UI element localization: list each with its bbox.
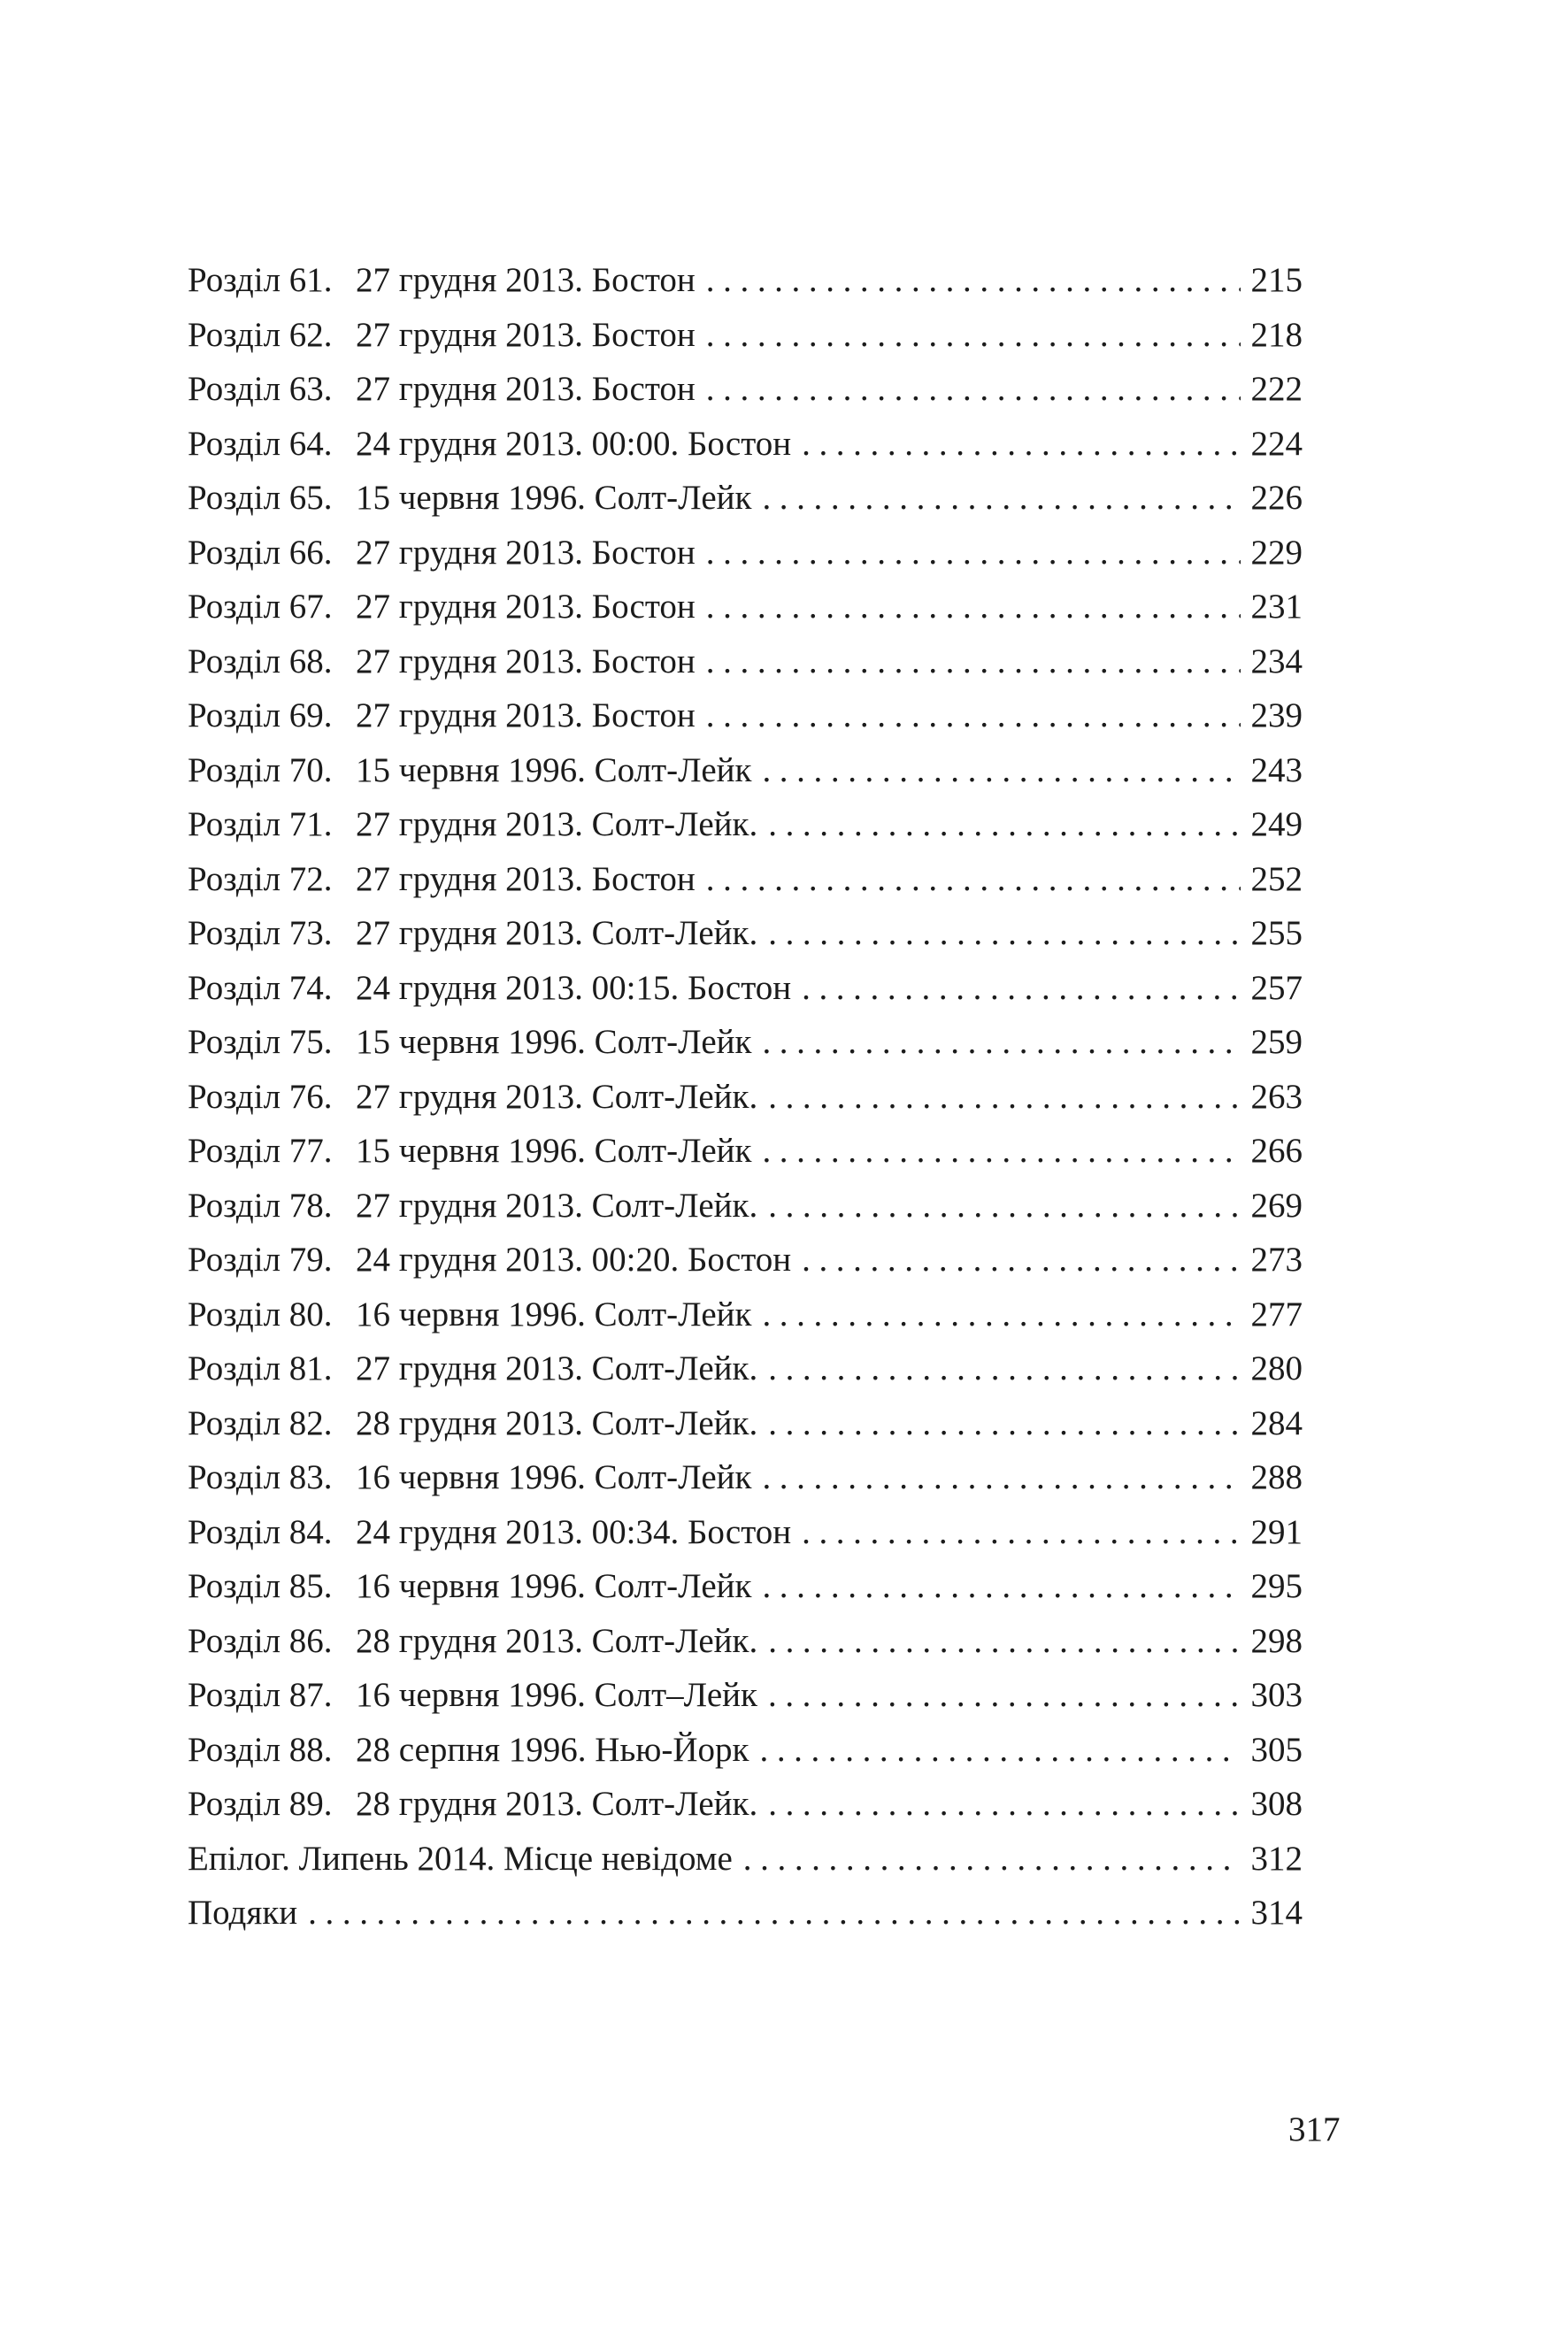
dot-leader (768, 1070, 1240, 1125)
toc-entry (188, 1341, 1303, 1396)
toc-title: 28 серпня 1996. Нью-Йорк (356, 1730, 749, 1769)
toc-entry (188, 1396, 1303, 1451)
toc-chapter-label: Розділ 85. (188, 1567, 333, 1605)
toc-entry (188, 743, 1303, 798)
toc-title: 27 грудня 2013. Бостон (356, 696, 696, 734)
toc-title: 27 грудня 2013. Солт-Лейк. (356, 1186, 758, 1225)
toc-entry (188, 1832, 1303, 1887)
toc-entry (188, 580, 1303, 634)
toc-page-number: 255 (1250, 914, 1303, 952)
dot-leader (762, 1015, 1240, 1070)
toc-chapter-label: Розділ 84. (188, 1512, 333, 1551)
toc-chapter-label: Розділ 72. (188, 859, 333, 898)
dot-leader (768, 1341, 1240, 1396)
toc-page-number: 215 (1250, 261, 1303, 299)
toc-title: 27 грудня 2013. Бостон (356, 859, 696, 898)
toc-page-number: 308 (1250, 1785, 1303, 1823)
toc-title: 27 грудня 2013. Бостон (356, 588, 696, 626)
toc-page-number: 266 (1250, 1132, 1303, 1170)
toc-title: 27 грудня 2013. Солт-Лейк. (356, 805, 758, 843)
dot-leader (762, 743, 1240, 798)
toc-entry (188, 253, 1303, 308)
toc-chapter-label: Розділ 70. (188, 750, 333, 789)
toc-chapter-label: Розділ 62. (188, 315, 333, 354)
dot-leader (706, 852, 1241, 907)
toc-title: 15 червня 1996. Солт-Лейк (356, 1132, 752, 1170)
toc-entry (188, 526, 1303, 580)
toc-chapter-label: Розділ 65. (188, 479, 333, 517)
toc-entry (188, 906, 1303, 961)
toc-title: 16 червня 1996. Солт-Лейк (356, 1567, 752, 1605)
toc-chapter-label: Розділ 82. (188, 1403, 333, 1442)
toc-chapter-label: Розділ 75. (188, 1023, 333, 1061)
toc-chapter-label: Розділ 80. (188, 1295, 333, 1334)
toc-title: 15 червня 1996. Солт-Лейк (356, 750, 752, 789)
toc-page-number: 224 (1250, 424, 1303, 463)
toc-page-number: 305 (1250, 1730, 1303, 1769)
page-number: 317 (1288, 2110, 1341, 2148)
toc-entry (188, 1614, 1303, 1669)
toc-entry (188, 1777, 1303, 1832)
dot-leader (762, 1559, 1240, 1614)
toc-page-number: 249 (1250, 805, 1303, 843)
toc-entry (188, 471, 1303, 526)
toc-page-number: 226 (1250, 479, 1303, 517)
toc-page-number: 222 (1250, 370, 1303, 408)
dot-leader (768, 1614, 1240, 1669)
toc-page-number: 284 (1250, 1403, 1303, 1442)
toc-page-number: 263 (1250, 1077, 1303, 1116)
toc-page-number: 277 (1250, 1295, 1303, 1334)
toc-title: 27 грудня 2013. Бостон (356, 533, 696, 572)
toc-entry (188, 417, 1303, 472)
toc-title: 27 грудня 2013. Бостон (356, 642, 696, 680)
toc-title: Подяки (188, 1894, 298, 1932)
toc-entry (188, 1179, 1303, 1234)
toc-page-number: 243 (1250, 750, 1303, 789)
toc-title: 24 грудня 2013. 00:00. Бостон (356, 424, 792, 463)
dot-leader (768, 906, 1240, 961)
toc-entry (188, 308, 1303, 363)
toc-entry (188, 362, 1303, 417)
toc-page-number: 259 (1250, 1023, 1303, 1061)
toc-chapter-label: Розділ 88. (188, 1730, 333, 1769)
toc-title: 27 грудня 2013. Солт-Лейк. (356, 1077, 758, 1116)
toc-chapter-label: Розділ 89. (188, 1785, 333, 1823)
toc-entry (188, 1559, 1303, 1614)
toc-entry (188, 1505, 1303, 1560)
toc-chapter-label: Розділ 83. (188, 1458, 333, 1496)
toc-chapter-label: Розділ 77. (188, 1132, 333, 1170)
toc-page-number: 295 (1250, 1567, 1303, 1605)
toc-page-number: 231 (1250, 588, 1303, 626)
toc-title: 15 червня 1996. Солт-Лейк (356, 479, 752, 517)
dot-leader (768, 1777, 1240, 1832)
toc-entry (188, 1233, 1303, 1287)
dot-leader (762, 471, 1240, 526)
toc-entry (188, 852, 1303, 907)
toc-title: 16 червня 1996. Солт–Лейк (356, 1676, 757, 1714)
toc-page-number: 218 (1250, 315, 1303, 354)
dot-leader (762, 1124, 1240, 1179)
dot-leader (768, 1668, 1241, 1723)
toc-chapter-label: Розділ 71. (188, 805, 333, 843)
dot-leader (768, 1396, 1240, 1451)
toc-page-number: 298 (1250, 1621, 1303, 1660)
toc-chapter-label: Розділ 64. (188, 424, 333, 463)
toc-page-number: 234 (1250, 642, 1303, 680)
toc-page-number: 312 (1250, 1839, 1303, 1878)
toc-entry (188, 1015, 1303, 1070)
toc-page-number: 314 (1250, 1894, 1303, 1932)
toc-title: 24 грудня 2013. 00:34. Бостон (356, 1512, 792, 1551)
toc-title: 27 грудня 2013. Бостон (356, 315, 696, 354)
toc-page-number: 269 (1250, 1186, 1303, 1225)
toc-title: 27 грудня 2013. Солт-Лейк. (356, 914, 758, 952)
toc-page-number: 229 (1250, 533, 1303, 572)
dot-leader (802, 417, 1240, 472)
toc-chapter-label: Розділ 81. (188, 1349, 333, 1387)
toc-title: 24 грудня 2013. 00:15. Бостон (356, 968, 792, 1007)
toc-title: 27 грудня 2013. Солт-Лейк. (356, 1349, 758, 1387)
dot-leader (743, 1832, 1241, 1887)
toc-page-number: 280 (1250, 1349, 1303, 1387)
toc-page-number: 239 (1250, 696, 1303, 734)
toc-chapter-label: Розділ 87. (188, 1676, 333, 1714)
toc-page-number: 273 (1250, 1241, 1303, 1279)
toc-title: 16 червня 1996. Солт-Лейк (356, 1295, 752, 1334)
toc-chapter-label: Розділ 73. (188, 914, 333, 952)
toc-page-number: 288 (1250, 1458, 1303, 1496)
dot-leader (706, 688, 1241, 743)
toc-chapter-label: Розділ 69. (188, 696, 333, 734)
toc-chapter-label: Розділ 67. (188, 588, 333, 626)
toc-page-number: 303 (1250, 1676, 1303, 1714)
dot-leader (768, 1179, 1240, 1234)
toc-title: 28 грудня 2013. Солт-Лейк. (356, 1403, 758, 1442)
dot-leader (706, 253, 1241, 308)
dot-leader (802, 1505, 1240, 1560)
toc-entry (188, 634, 1303, 689)
toc-chapter-label: Розділ 74. (188, 968, 333, 1007)
toc-chapter-label: Розділ 66. (188, 533, 333, 572)
toc-chapter-label: Розділ 78. (188, 1186, 333, 1225)
toc-chapter-label: Розділ 76. (188, 1077, 333, 1116)
dot-leader (762, 1287, 1240, 1342)
toc-chapter-label: Розділ 68. (188, 642, 333, 680)
dot-leader (706, 526, 1241, 580)
dot-leader (706, 308, 1241, 363)
toc-page-number: 252 (1250, 859, 1303, 898)
dot-leader (706, 634, 1241, 689)
toc-title: Епілог. Липень 2014. Місце невідоме (188, 1839, 733, 1878)
table-of-contents (188, 253, 1303, 1941)
dot-leader (706, 580, 1241, 634)
toc-entry (188, 1450, 1303, 1505)
dot-leader (762, 1450, 1240, 1505)
dot-leader (759, 1723, 1240, 1778)
toc-title: 24 грудня 2013. 00:20. Бостон (356, 1241, 792, 1279)
toc-title: 28 грудня 2013. Солт-Лейк. (356, 1785, 758, 1823)
dot-leader (706, 362, 1241, 417)
toc-entry (188, 1723, 1303, 1778)
toc-entry (188, 1668, 1303, 1723)
toc-chapter-label: Розділ 63. (188, 370, 333, 408)
toc-title: 15 червня 1996. Солт-Лейк (356, 1023, 752, 1061)
toc-entry (188, 688, 1303, 743)
toc-entry (188, 797, 1303, 852)
dot-leader (768, 797, 1240, 852)
dot-leader (802, 1233, 1240, 1287)
dot-leader (802, 961, 1240, 1016)
toc-title: 16 червня 1996. Солт-Лейк (356, 1458, 752, 1496)
toc-entry (188, 1124, 1303, 1179)
toc-title: 28 грудня 2013. Солт-Лейк. (356, 1621, 758, 1660)
toc-chapter-label: Розділ 79. (188, 1241, 333, 1279)
toc-entry (188, 1287, 1303, 1342)
toc-entry (188, 1070, 1303, 1125)
toc-title: 27 грудня 2013. Бостон (356, 370, 696, 408)
toc-title: 27 грудня 2013. Бостон (356, 261, 696, 299)
dot-leader (308, 1886, 1240, 1941)
toc-entry (188, 1886, 1303, 1941)
toc-entry (188, 961, 1303, 1016)
toc-page-number: 291 (1250, 1512, 1303, 1551)
toc-chapter-label: Розділ 61. (188, 261, 333, 299)
toc-chapter-label: Розділ 86. (188, 1621, 333, 1660)
toc-page-number: 257 (1250, 968, 1303, 1007)
